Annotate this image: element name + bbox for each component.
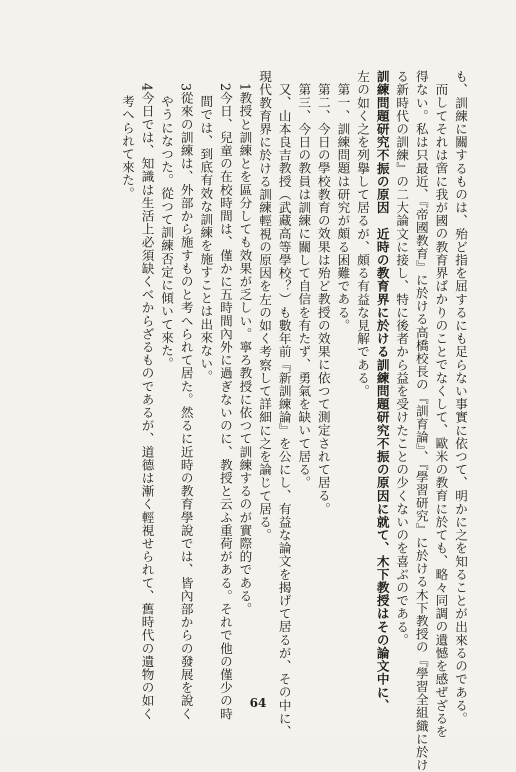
- list-item-line: 4今日では、知識は生活上必須缺くべからざるものであるが、道德は漸く輕視せられて、舊時代の遺物の如く: [139, 82, 155, 720]
- list-item-line: 3從來の訓練は、外部から施すものと考へられて居た。然るに近時の教育學說では、皆內部からの發展を說く: [178, 82, 194, 720]
- list-item-line: 2今日、兒童の在校時間は、僅かに五時間內外に過ぎないのに、教授と云ふ重荷がある。それで他の僅少の時: [217, 82, 233, 720]
- list-item-line: 間では、到底有效な訓練を施すことは出來ない。: [198, 95, 214, 384]
- list-item-line: 1教授と訓練とを區分しても效果が乏しい。寧ろ教授に依つて訓練するのが實際的である。: [237, 82, 253, 616]
- page-number: 64: [249, 696, 267, 710]
- text-line: 左の如く之を列擧して居るが、頗る有益な見解である。: [355, 70, 371, 398]
- text-line: 得ない。私は只最近、『帝國教育』に於ける高橋校長の『訓育論』、『學習研究』に於ける木下教授の『學習全組織に於け: [413, 70, 429, 772]
- list-item-line: 第三、今日の教員は訓練に關して自信を有たず、勇氣を缺いて居る。: [296, 82, 312, 489]
- list-item-line: やうになつた。從つて訓練否定に傾いて來た。: [159, 95, 175, 371]
- list-item-line: 第二、今日の學校教育の效果は殆ど教授の效果に依つて測定されて居る。: [315, 82, 331, 515]
- text-line: 現代教育界に於ける訓練輕視の原因を左の如く考察して詳細に之を論じて居る。: [257, 70, 273, 542]
- text-line: 而してそれは啻に我が國の教育界ばかりのことでなくして、歐米の教育に於ても、略々同調の遺憾を感ぜざるを: [433, 82, 449, 738]
- section-heading-line: 訓練問題研究不振の原因 近時の教育界に於ける訓練問題研究不振の原因に就て、木下教授はその論文中に、: [374, 70, 390, 712]
- text-line: も、訓練に關するものは、殆ど指を屈するにも足らない事實に依つて、明かに之を知ることが出來るのである。: [453, 70, 468, 725]
- list-item-line: 考へられて來た。: [119, 95, 135, 200]
- text-line: 又、山本良吉教授（武藏高等學校？）も數年前『新訓練論』を公にし、有益な論文を揭げて居るが、その中に、: [276, 82, 292, 738]
- text-line: る新時代の訓練』の二大論文に接し、特に後者から益を受けたことの少くないのを喜ぶのである。: [394, 70, 410, 647]
- list-item-line: 第一、訓練問題は研究が頗る困難である。: [335, 82, 351, 332]
